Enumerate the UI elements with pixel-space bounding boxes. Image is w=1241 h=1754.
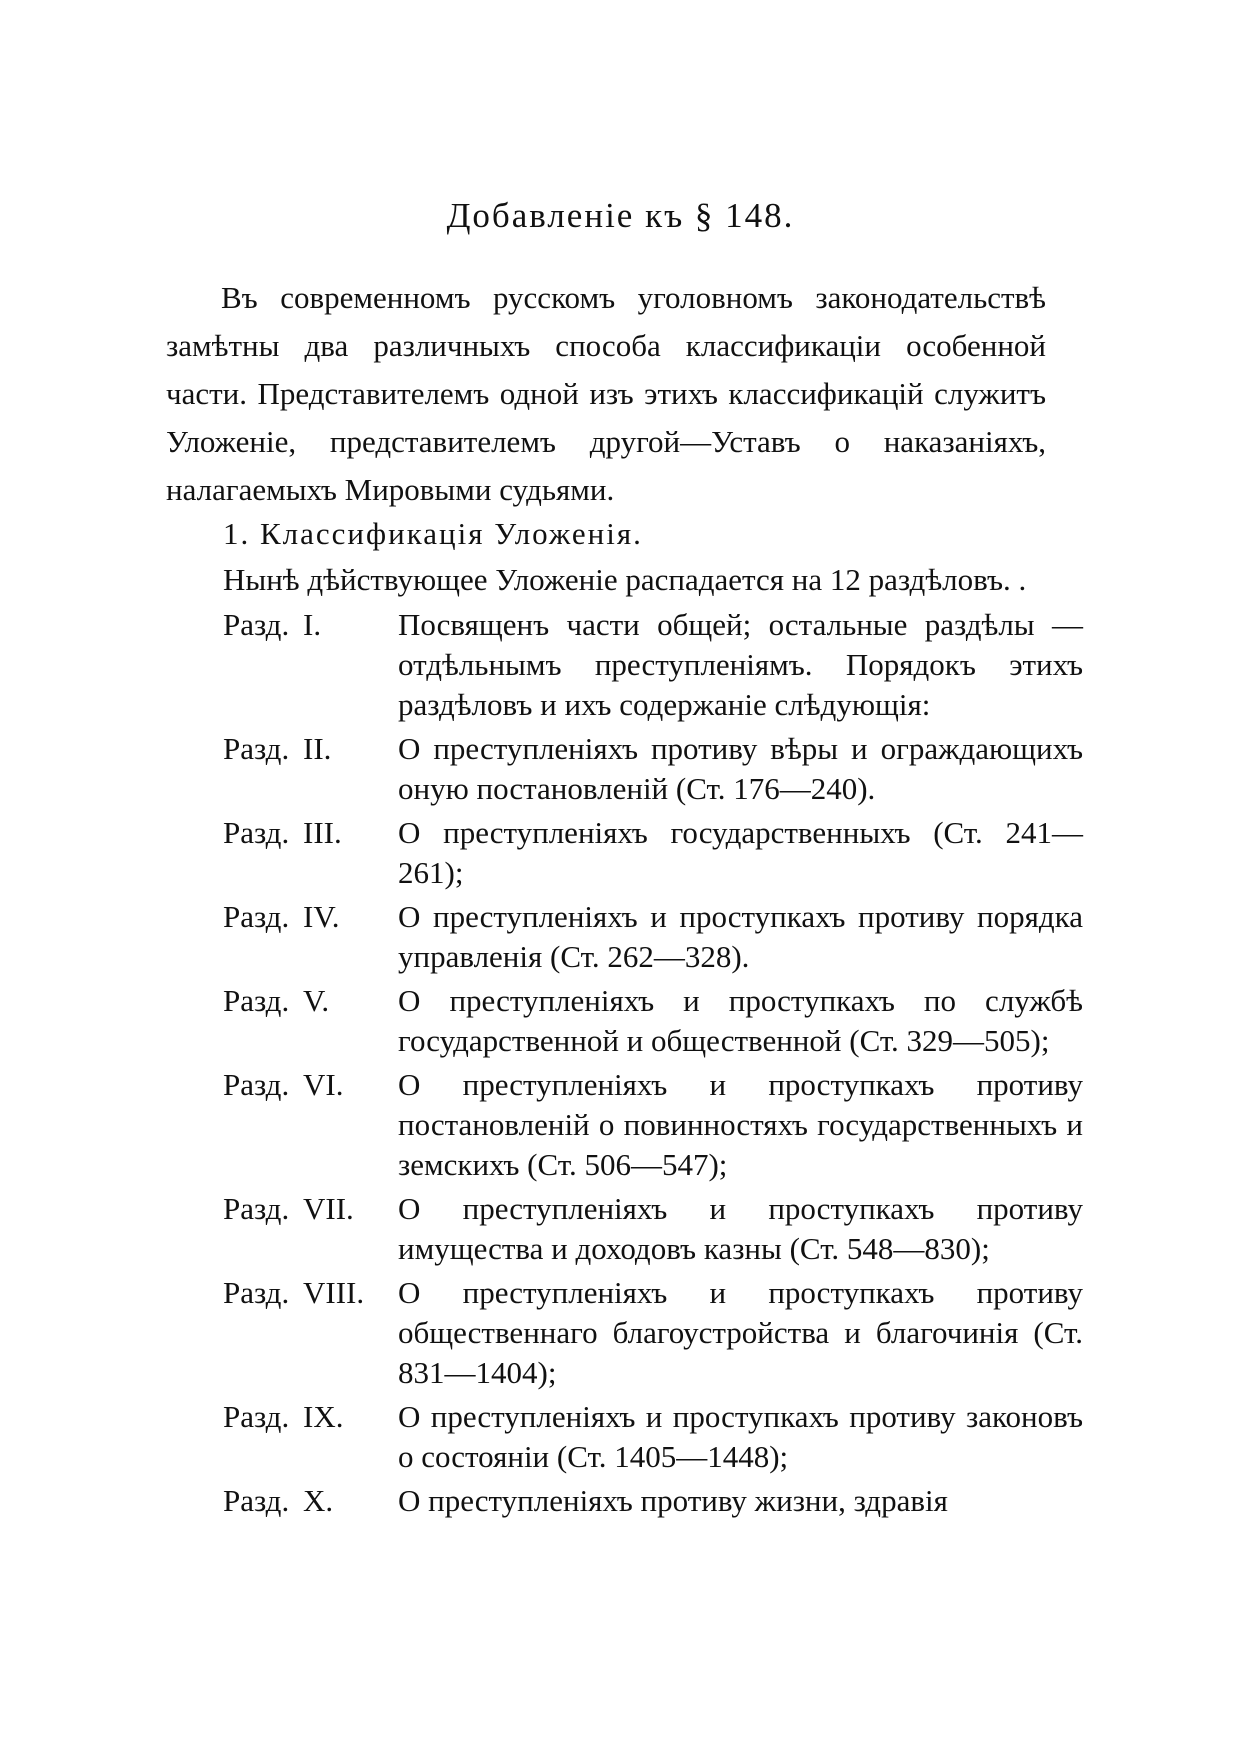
section-text: О преступленіяхъ и проступкахъ противу постановленій о повинностяхъ государственныхъ и земскихъ (Ст. 506—547); xyxy=(398,1067,1083,1182)
section-label: Разд. xyxy=(223,1275,290,1310)
subheading: 1. Классификація Уложенія. xyxy=(223,516,643,551)
section-number: VI. xyxy=(303,1067,344,1102)
section-number: VIII. xyxy=(303,1275,365,1310)
section-number: X. xyxy=(303,1483,334,1518)
section-item xyxy=(223,1273,1083,1393)
intro-paragraph: Въ современномъ русскомъ уголовномъ законодательствѣ замѣтны два различныхъ способа классификаціи особенной части. Представителемъ одной изъ этихъ классификацій служитъ Уложеніе, представителемъ другой—Уставъ о наказаніяхъ, налагаемыхъ Мировыми судьями. xyxy=(166,280,1046,507)
section-number: III. xyxy=(303,815,342,850)
section-label: Разд. xyxy=(223,607,290,642)
section-number: IV. xyxy=(303,899,340,934)
section-label: Разд. xyxy=(223,731,290,766)
section-label: Разд. xyxy=(223,899,290,934)
section-label: Разд. xyxy=(223,1483,290,1518)
section-text: О преступленіяхъ противу вѣры и ограждающихъ оную постановленій (Ст. 176—240). xyxy=(398,731,1083,806)
section-label: Разд. xyxy=(223,1399,290,1434)
section-item xyxy=(223,1397,1083,1477)
section-text: О преступленіяхъ противу жизни, здравія xyxy=(398,1483,948,1518)
section-item xyxy=(223,729,1083,809)
section-number: I. xyxy=(303,607,322,642)
section-text: О преступленіяхъ и проступкахъ по службѣ государственной и общественной (Ст. 329—505); xyxy=(398,983,1083,1058)
section-text: О преступленіяхъ государственныхъ (Ст. 241—261); xyxy=(398,815,1083,890)
page-heading: Добавленіе къ § 148. xyxy=(446,196,795,235)
section-number: II. xyxy=(303,731,332,766)
section-text: О преступленіяхъ и проступкахъ противу имущества и доходовъ казны (Ст. 548—830); xyxy=(398,1191,1083,1266)
section-number: V. xyxy=(303,983,330,1018)
section-item xyxy=(223,1481,1083,1521)
section-number: IX. xyxy=(303,1399,344,1434)
section-item xyxy=(223,813,1083,893)
section-text: О преступленіяхъ и проступкахъ противу порядка управленія (Ст. 262—328). xyxy=(398,899,1083,974)
section-item xyxy=(223,1189,1083,1269)
section-label: Разд. xyxy=(223,815,290,850)
section-item xyxy=(223,981,1083,1061)
lead-sentence: Нынѣ дѣйствующее Уложеніе распадается на 12 раздѣловъ. . xyxy=(223,562,1027,597)
section-text: Посвященъ части общей; остальные раздѣлы — отдѣльнымъ преступленіямъ. Порядокъ этихъ раздѣловъ и ихъ содержаніе слѣдующія: xyxy=(398,607,1083,722)
section-label: Разд. xyxy=(223,1191,290,1226)
section-item xyxy=(223,897,1083,977)
section-item xyxy=(223,1065,1083,1185)
section-text: О преступленіяхъ и проступкахъ противу общественнаго благоустройства и благочинія (Ст. 831—1404); xyxy=(398,1275,1083,1390)
section-list xyxy=(223,605,1083,1525)
section-label: Разд. xyxy=(223,1067,290,1102)
section-item xyxy=(223,605,1083,725)
section-text: О преступленіяхъ и проступкахъ противу законовъ о состояніи (Ст. 1405—1448); xyxy=(398,1399,1083,1474)
section-label: Разд. xyxy=(223,983,290,1018)
section-number: VII. xyxy=(303,1191,354,1226)
